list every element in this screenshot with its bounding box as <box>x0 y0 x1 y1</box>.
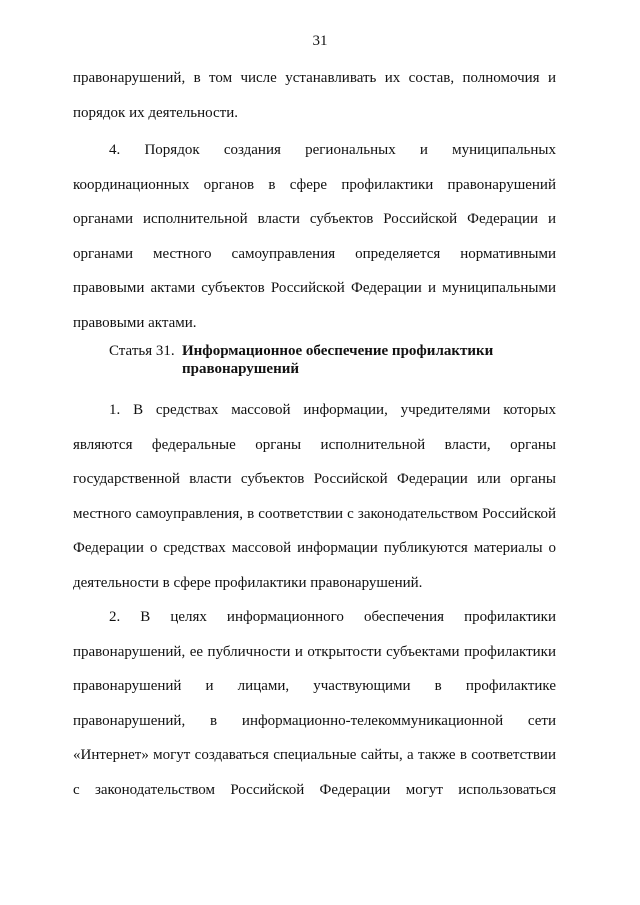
paragraph-1 <box>73 393 556 600</box>
text-line: являются федеральные органы исполнительной власти, органы <box>73 436 556 453</box>
text-line: государственной власти субъектов Российской Федерации или органы <box>73 471 556 487</box>
text-line: правонарушений и лицами, участвующими в профилактике <box>73 678 556 694</box>
text-line: правовыми актами субъектов Российской Федерации и муниципальными <box>73 280 556 296</box>
text-line: правонарушений, в информационно-телекоммуникационной сети <box>73 712 556 729</box>
page-number: 31 <box>312 33 328 49</box>
article-title-line: правонарушений <box>182 361 300 377</box>
text-line: порядок их деятельности. <box>73 104 238 121</box>
text-line: 2. В целях информационного обеспечения профилактики <box>109 609 556 625</box>
text-line: с законодательством Российской Федерации могут использоваться <box>73 781 556 798</box>
article-title-line: Информационное обеспечение профилактики <box>182 343 494 359</box>
text-line: органами исполнительной власти субъектов Российской Федерации и <box>73 211 556 227</box>
text-line: правовыми актами. <box>73 314 197 331</box>
text-line: 1. В средствах массовой информации, учредителями которых <box>109 402 556 418</box>
article-label: Статья 31. <box>109 343 175 359</box>
paragraph-2 <box>73 600 556 807</box>
text-line: местного самоуправления, в соответствии с законодательством Российской <box>73 505 556 522</box>
article-title <box>182 342 562 378</box>
text-line: «Интернет» могут создаваться специальные сайты, а также в соответствии <box>73 747 556 763</box>
text-line: органами местного самоуправления определяется нормативными <box>73 245 556 262</box>
paragraph-continuation <box>73 61 556 130</box>
paragraph-4 <box>73 133 556 340</box>
text-line: правонарушений, в том числе устанавливать их состав, полномочия и <box>73 70 556 86</box>
text-line: деятельности в сфере профилактики правонарушений. <box>73 574 423 591</box>
text-line: 4. Порядок создания региональных и муниципальных <box>109 142 556 158</box>
text-line: Федерации о средствах массовой информации публикуются материалы о <box>73 540 556 556</box>
text-line: правонарушений, ее публичности и открытости субъектами профилактики <box>73 643 556 660</box>
text-line: координационных органов в сфере профилактики правонарушений <box>73 176 556 193</box>
